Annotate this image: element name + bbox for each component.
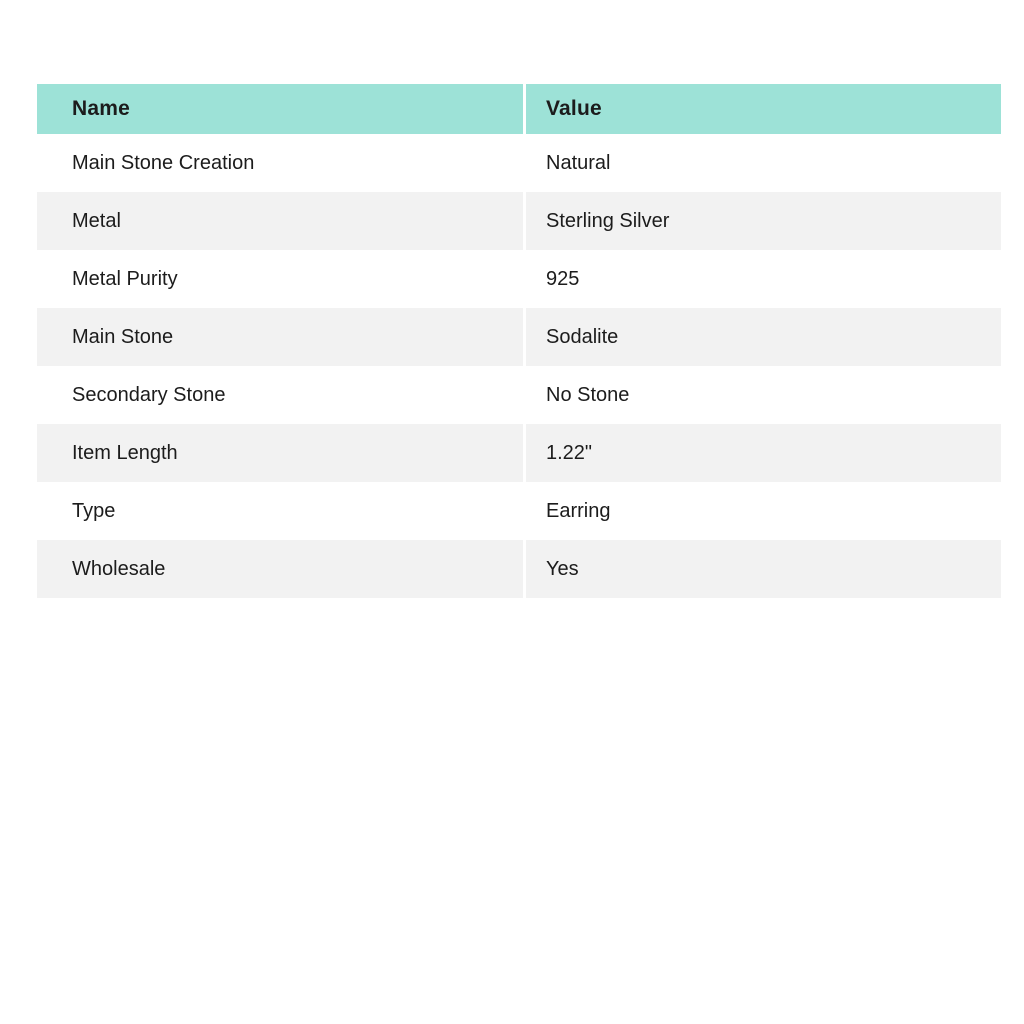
spec-value-cell: 925 [526,250,1001,308]
spec-name-cell: Type [37,482,523,540]
table-row [37,482,1001,540]
spec-value-cell: Sodalite [526,308,1001,366]
table-header-row [37,84,1001,134]
table-row [37,192,1001,250]
spec-name-cell: Secondary Stone [37,366,523,424]
spec-name-cell: Item Length [37,424,523,482]
spec-value-cell: No Stone [526,366,1001,424]
table-row [37,308,1001,366]
column-header-name: Name [37,84,523,134]
product-spec-table [37,84,1001,598]
spec-name-cell: Main Stone [37,308,523,366]
spec-name-cell: Metal Purity [37,250,523,308]
spec-table-body [37,134,1001,598]
table-row [37,424,1001,482]
spec-name-cell: Metal [37,192,523,250]
spec-value-cell: Earring [526,482,1001,540]
spec-value-cell: Sterling Silver [526,192,1001,250]
spec-name-cell: Wholesale [37,540,523,598]
column-header-value: Value [526,84,1001,134]
spec-value-cell: 1.22" [526,424,1001,482]
table-row [37,366,1001,424]
table-row [37,250,1001,308]
spec-value-cell: Yes [526,540,1001,598]
table-row [37,134,1001,192]
spec-value-cell: Natural [526,134,1001,192]
spec-name-cell: Main Stone Creation [37,134,523,192]
table-row [37,540,1001,598]
